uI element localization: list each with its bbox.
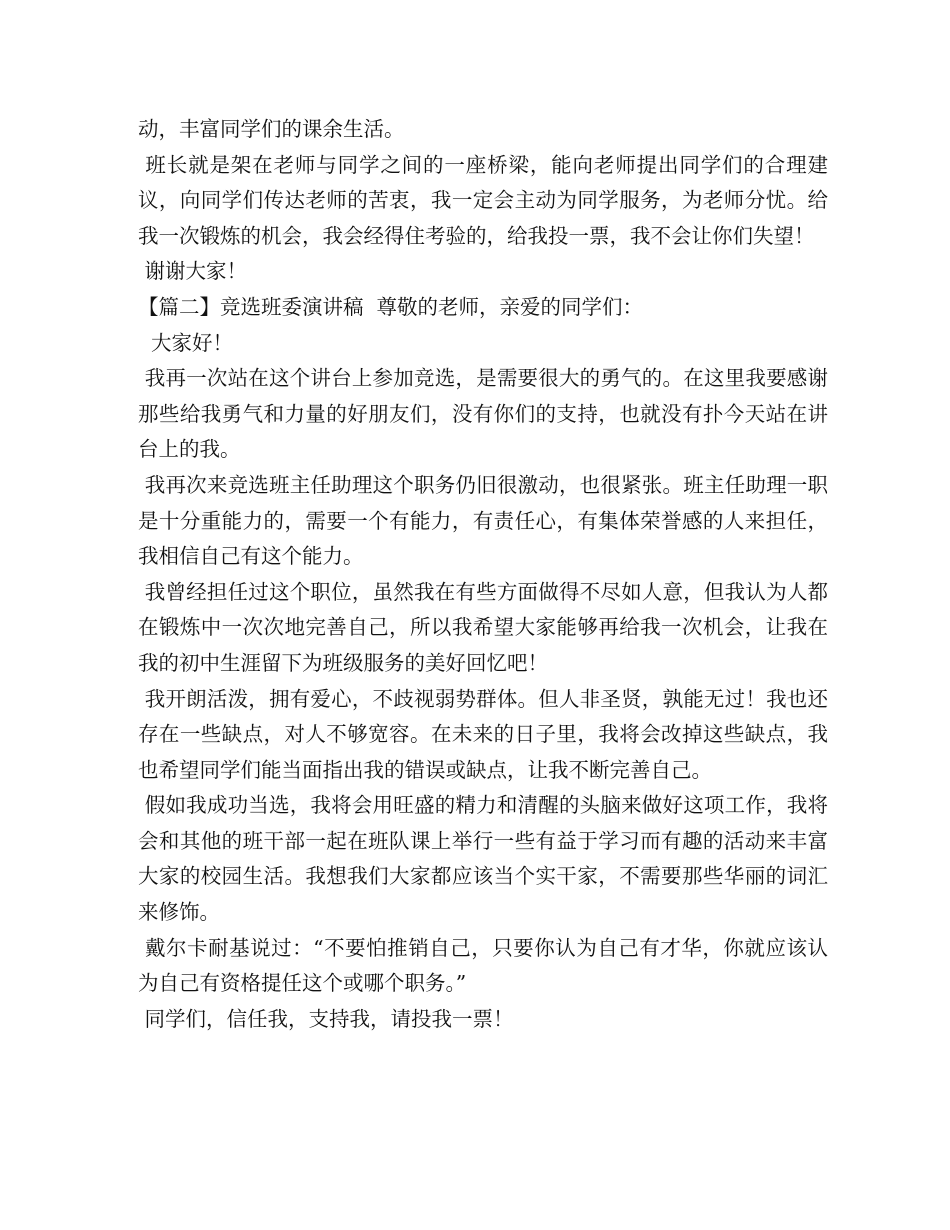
paragraph: 班长就是架在老师与同学之间的一座桥梁，能向老师提出同学们的合理建议，向同学们传达老师的苦衷，我一定会主动为同学服务，为老师分忧。给我一次锻炼的机会，我会经得住考验的，给我投一票，我不会让你们失望！ [138,152,828,248]
paragraph: 我再一次站在这个讲台上参加竞选，是需要很大的勇气的。在这里我要感谢那些给我勇气和力量的好朋友们，没有你们的支持，也就没有扑今天站在讲台上的我。 [138,366,828,462]
paragraph: 动，丰富同学们的课余生活。 [138,117,405,141]
document-body [138,112,828,1037]
quote-paragraph: 戴尔卡耐基说过：“不要怕推销自己，只要你认为自己有才华，你就应该认为自己有资格提任这个或哪个职务。” [138,935,828,996]
paragraph: 我曾经担任过这个职位，虽然我在有些方面做得不尽如人意，但我认为人都在锻炼中一次次地完善自己，所以我希望大家能够再给我一次机会，让我在我的初中生涯留下为班级服务的美好回忆吧！ [138,579,828,675]
paragraph: 大家好！ [138,330,234,355]
paragraph: 我再次来竞选班主任助理这个职务仍旧很激动，也很紧张。班主任助理一职是十分重能力的，需要一个有能力，有责任心，有集体荣誉感的人来担任，我相信自己有这个能力。 [138,472,828,569]
section-heading-paragraph: 【篇二】竞选班委演讲稿 尊敬的老师，亲爱的同学们： [138,294,644,319]
paragraph: 谢谢大家！ [138,259,248,284]
paragraph: 假如我成功当选，我将会用旺盛的精力和清醒的头脑来做好这项工作，我将会和其他的班干部一起在班队课上举行一些有益于学习而有趣的活动来丰富大家的校园生活。我想我们大家都应该当个实干家，不需要那些华丽的词汇来修饰。 [138,793,828,925]
paragraph: 我开朗活泼，拥有爱心，不歧视弱势群体。但人非圣贤，孰能无过！我也还存在一些缺点，对人不够宽容。在未来的日子里，我将会改掉这些缺点，我也希望同学们能当面指出我的错误或缺点，让我不断完善自己。 [138,686,828,782]
closing-paragraph: 同学们，信任我，支持我，请投我一票！ [138,1006,514,1031]
